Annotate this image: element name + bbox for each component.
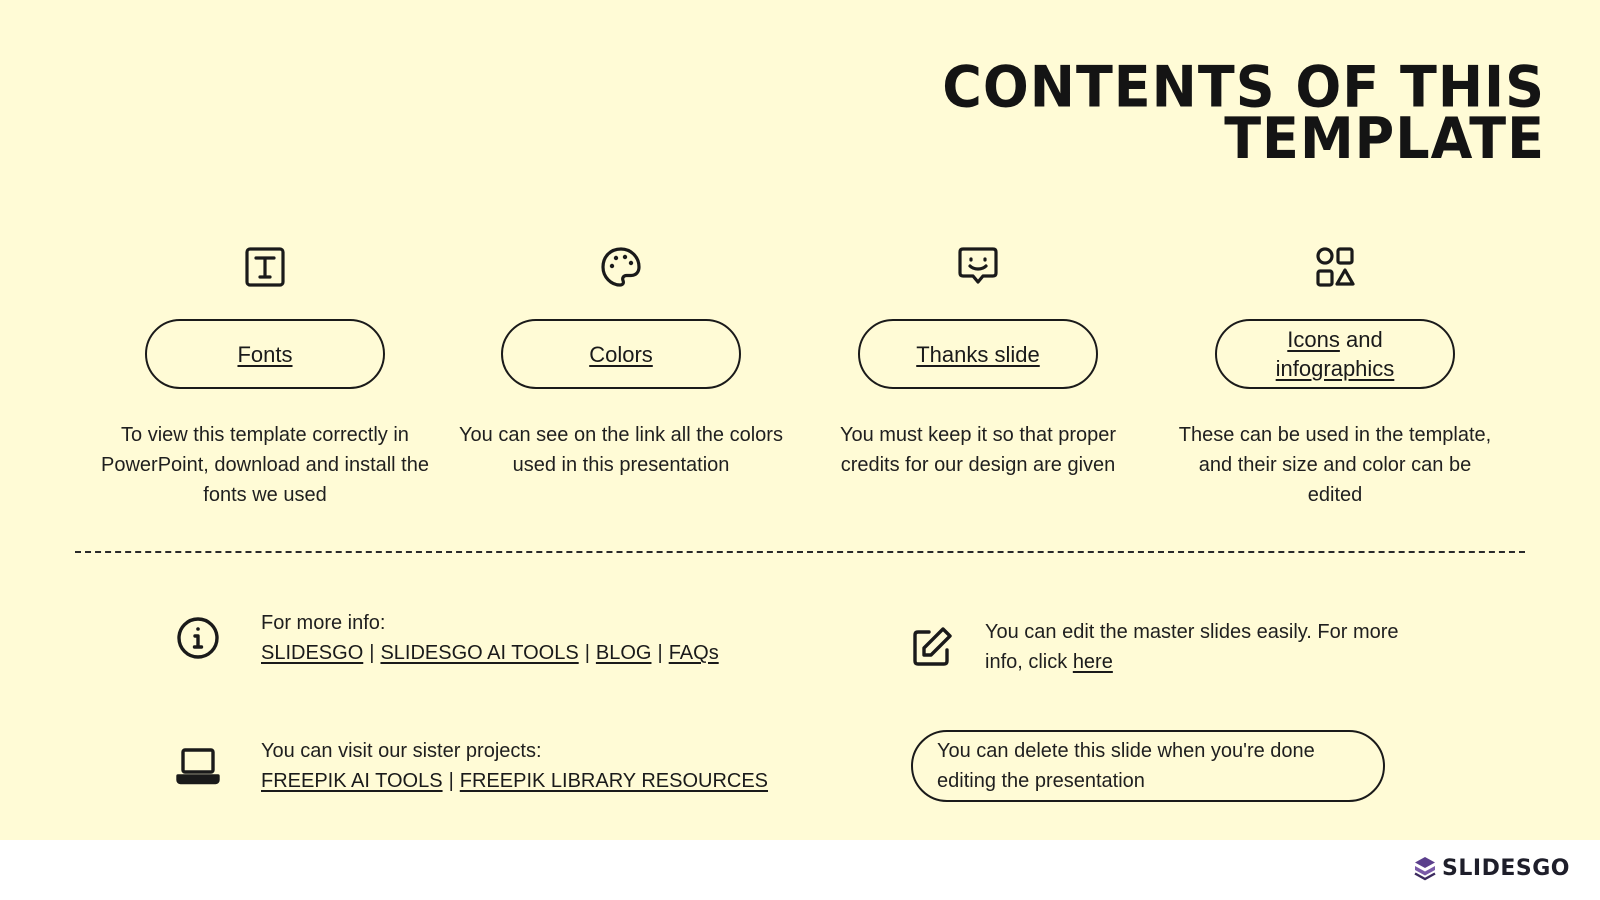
sister-row bbox=[175, 736, 768, 796]
blog-link[interactable]: BLOG bbox=[595, 642, 652, 664]
separator: | bbox=[448, 770, 454, 792]
column-colors bbox=[456, 245, 786, 480]
slidesgo-ai-tools-link[interactable]: SLIDESGO AI TOOLS bbox=[380, 642, 579, 664]
thanks-pill bbox=[858, 319, 1098, 389]
thanks-description: You must keep it so that proper credits for our design are given bbox=[839, 424, 1117, 476]
edit-text bbox=[985, 617, 1399, 677]
column-fonts bbox=[100, 245, 430, 510]
separator: | bbox=[657, 642, 663, 664]
edit-text-line-2: info, click bbox=[985, 651, 1073, 673]
fonts-link[interactable]: Fonts bbox=[237, 341, 293, 367]
info-row bbox=[175, 608, 719, 668]
colors-description: You can see on the link all the colors used in this presentation bbox=[459, 424, 783, 476]
text-box-icon bbox=[243, 245, 287, 289]
fonts-pill bbox=[145, 319, 385, 389]
icons-pill bbox=[1215, 319, 1455, 389]
column-thanks bbox=[813, 245, 1143, 480]
page-title bbox=[645, 54, 1545, 172]
delete-note: You can delete this slide when you're done editing the presentation bbox=[937, 740, 1315, 792]
chat-smile-icon bbox=[956, 245, 1000, 289]
slidesgo-brand bbox=[1412, 855, 1570, 881]
title-line-1: CONTENTS OF THIS bbox=[942, 54, 1545, 121]
brand-name: SLIDESGO bbox=[1442, 855, 1570, 881]
colors-pill bbox=[501, 319, 741, 389]
faqs-link[interactable]: FAQs bbox=[668, 642, 719, 664]
icons-link[interactable]: Icons bbox=[1287, 327, 1340, 352]
info-icon bbox=[175, 615, 221, 661]
colors-link[interactable]: Colors bbox=[589, 341, 653, 367]
title-line-2: TEMPLATE bbox=[1224, 105, 1545, 172]
dashed-divider bbox=[75, 551, 1525, 553]
sister-text bbox=[261, 736, 768, 796]
laptop-icon bbox=[175, 743, 221, 789]
edit-text-line-1: You can edit the master slides easily. For more bbox=[985, 621, 1399, 643]
separator: | bbox=[369, 642, 375, 664]
slidesgo-link[interactable]: SLIDESGO bbox=[261, 642, 364, 664]
edit-row bbox=[909, 617, 1399, 677]
icons-and-text: and bbox=[1339, 327, 1383, 352]
info-label: For more info: bbox=[261, 612, 386, 634]
edit-icon bbox=[909, 624, 955, 670]
fonts-description: To view this template correctly in PowerPoint, download and install the fonts we used bbox=[101, 424, 429, 506]
info-text bbox=[261, 608, 719, 668]
column-icons bbox=[1170, 245, 1500, 510]
palette-icon bbox=[599, 245, 643, 289]
shapes-icon bbox=[1313, 245, 1357, 289]
slidesgo-logo-icon bbox=[1412, 855, 1438, 881]
here-link[interactable]: here bbox=[1072, 651, 1113, 673]
freepik-library-link[interactable]: FREEPIK LIBRARY RESOURCES bbox=[459, 770, 769, 792]
freepik-ai-tools-link[interactable]: FREEPIK AI TOOLS bbox=[261, 770, 443, 792]
thanks-link[interactable]: Thanks slide bbox=[916, 341, 1040, 367]
delete-note-pill bbox=[911, 730, 1385, 802]
separator: | bbox=[584, 642, 590, 664]
icons-description: These can be used in the template, and their size and color can be edited bbox=[1178, 424, 1492, 506]
infographics-link[interactable]: infographics bbox=[1275, 356, 1395, 381]
sister-label: You can visit our sister projects: bbox=[261, 740, 542, 762]
